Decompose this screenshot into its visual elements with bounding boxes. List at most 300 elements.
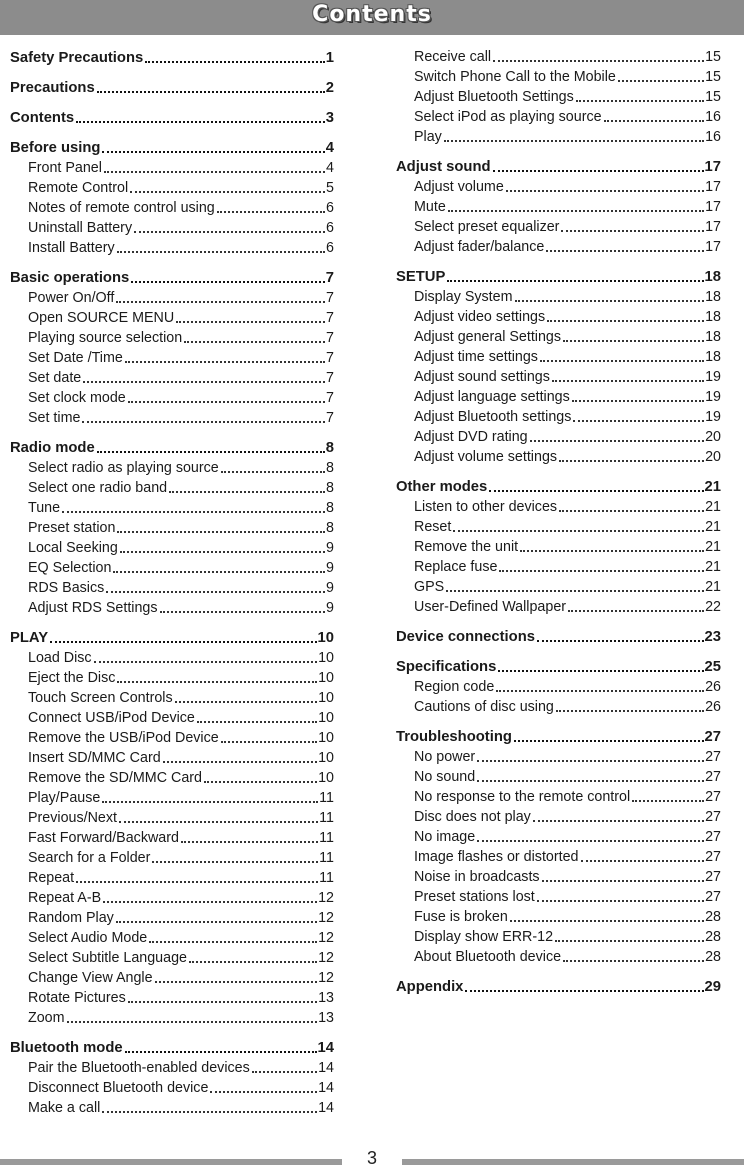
toc-entry-page: 27 [705, 869, 721, 885]
toc-entry[interactable] [396, 537, 721, 557]
toc-entry-title: Display show ERR-12 [414, 929, 554, 945]
toc-entry-page: 18 [705, 329, 721, 345]
dot-leader [76, 120, 325, 123]
toc-section [396, 47, 721, 147]
toc-entry-title: No image [414, 829, 476, 845]
header-bar [0, 0, 744, 35]
dot-leader [221, 470, 325, 473]
toc-entry[interactable] [10, 578, 334, 598]
toc-entry-title: Display System [414, 289, 513, 305]
toc-entry-title: Listen to other devices [414, 499, 558, 515]
toc-entry-page: 2 [325, 80, 334, 96]
toc-entry[interactable] [396, 87, 721, 107]
toc-entry[interactable] [10, 178, 334, 198]
toc-entry-page: 21 [705, 519, 721, 535]
toc-entry-page: 27 [705, 769, 721, 785]
toc-entry[interactable] [10, 868, 334, 888]
dot-leader [189, 960, 317, 963]
toc-entry[interactable] [396, 517, 721, 537]
toc-entry-title: Local Seeking [28, 540, 118, 556]
toc-entry-title: Play [414, 129, 442, 145]
toc-entry[interactable] [396, 827, 721, 847]
toc-entry-page: 19 [705, 369, 721, 385]
dot-leader [552, 379, 704, 382]
dot-leader [117, 680, 317, 683]
toc-entry-page: 26 [705, 699, 721, 715]
dot-leader [604, 119, 705, 122]
toc-section-heading[interactable] [10, 137, 334, 158]
dot-leader [477, 779, 704, 782]
toc-section-heading[interactable] [396, 476, 721, 497]
toc-section-heading[interactable] [396, 156, 721, 177]
toc-entry[interactable] [396, 557, 721, 577]
dot-leader [97, 450, 325, 453]
toc-section [396, 626, 721, 647]
toc-section [10, 437, 334, 618]
toc-entry-page: 11 [319, 870, 334, 886]
toc-entry-page: 11 [319, 790, 334, 806]
toc-entry-page: 10 [317, 630, 334, 646]
toc-entry[interactable] [10, 368, 334, 388]
toc-entry-page: 21 [704, 479, 721, 495]
toc-entry[interactable] [396, 907, 721, 927]
toc-entry[interactable] [10, 538, 334, 558]
toc-entry-page: 26 [705, 679, 721, 695]
toc-entry[interactable] [10, 458, 334, 478]
dot-leader [542, 879, 705, 882]
toc-entry[interactable] [10, 158, 334, 178]
toc-entry[interactable] [396, 887, 721, 907]
toc-entry-page: 5 [326, 180, 334, 196]
toc-section-heading[interactable] [10, 627, 334, 648]
dot-leader [561, 229, 704, 232]
dot-leader [145, 60, 325, 63]
toc-entry-page: 12 [318, 910, 334, 926]
toc-entry-title: Select iPod as playing source [414, 109, 602, 125]
dot-leader [514, 739, 704, 742]
toc-entry-title: Device connections [396, 629, 535, 645]
toc-entry[interactable] [396, 497, 721, 517]
toc-entry-title: Touch Screen Controls [28, 690, 173, 706]
toc-entry-title: PLAY [10, 630, 49, 646]
toc-entry-title: Remote Control [28, 180, 129, 196]
toc-entry-page: 27 [705, 829, 721, 845]
dot-leader [149, 940, 317, 943]
toc-entry[interactable] [10, 788, 334, 808]
toc-entry-title: Adjust Bluetooth Settings [414, 89, 574, 105]
toc-entry[interactable] [10, 808, 334, 828]
toc-section [396, 266, 721, 467]
toc-entry-page: 17 [704, 159, 721, 175]
dot-leader [446, 589, 704, 592]
toc-entry-title: Cautions of disc using [414, 699, 554, 715]
toc-entry-page: 22 [705, 599, 721, 615]
toc-entry-title: Adjust volume settings [414, 449, 558, 465]
toc-entry-page: 9 [326, 560, 334, 576]
toc-entry[interactable] [396, 867, 721, 887]
toc-entry[interactable] [10, 728, 334, 748]
toc-entry-title: Adjust time settings [414, 349, 538, 365]
toc-section-heading[interactable] [396, 976, 721, 997]
toc-entry-title: EQ Selection [28, 560, 112, 576]
toc-entry[interactable] [396, 697, 721, 717]
toc-entry-page: 17 [705, 199, 721, 215]
toc-section [396, 156, 721, 257]
toc-entry-title: Basic operations [10, 270, 130, 286]
toc-entry-title: Remove the SD/MMC Card [28, 770, 202, 786]
dot-leader [555, 939, 704, 942]
toc-entry-title: Front Panel [28, 160, 102, 176]
toc-entry-title: Contents [10, 110, 75, 126]
dot-leader [103, 900, 317, 903]
toc-entry[interactable] [396, 947, 721, 967]
toc-entry-page: 10 [318, 730, 334, 746]
toc-entry-page: 11 [319, 850, 334, 866]
toc-entry-title: Precautions [10, 80, 95, 96]
dot-leader [496, 689, 704, 692]
toc-entry[interactable] [10, 848, 334, 868]
toc-entry[interactable] [396, 367, 721, 387]
dot-leader [537, 899, 704, 902]
dot-leader [568, 609, 704, 612]
toc-section-heading[interactable] [396, 626, 721, 647]
toc-entry-page: 10 [318, 690, 334, 706]
dot-leader [125, 360, 325, 363]
toc-entry-title: Set date [28, 370, 82, 386]
toc-entry[interactable] [10, 908, 334, 928]
dot-leader [547, 319, 704, 322]
toc-entry-page: 8 [326, 500, 334, 516]
toc-entry-title: Pair the Bluetooth-enabled devices [28, 1060, 250, 1076]
toc-entry-title: Preset stations lost [414, 889, 535, 905]
dot-leader [618, 79, 704, 82]
dot-leader [477, 839, 704, 842]
page-number: 3 [366, 1148, 377, 1168]
toc-left-column [10, 47, 334, 1127]
toc-entry-title: Tune [28, 500, 61, 516]
toc-section [10, 627, 334, 1028]
toc-entry-page: 18 [704, 269, 721, 285]
toc-entry-page: 3 [325, 110, 334, 126]
toc-section-heading[interactable] [10, 107, 334, 128]
toc-entry-page: 21 [705, 559, 721, 575]
dot-leader [181, 840, 318, 843]
toc-entry-title: Set time [28, 410, 81, 426]
toc-entry[interactable] [396, 237, 721, 257]
toc-entry-page: 8 [326, 520, 334, 536]
toc-entry[interactable] [10, 648, 334, 668]
toc-entry-title: Select one radio band [28, 480, 168, 496]
dot-leader [76, 880, 318, 883]
toc-entry-page: 15 [705, 69, 721, 85]
toc-entry-page: 18 [705, 289, 721, 305]
toc-entry-page: 1 [325, 50, 334, 66]
dot-leader [556, 709, 704, 712]
toc-entry-title: Mute [414, 199, 446, 215]
dot-leader [563, 339, 704, 342]
toc-entry-page: 8 [325, 440, 334, 456]
toc-entry-title: Adjust video settings [414, 309, 546, 325]
dot-leader [493, 59, 704, 62]
toc-entry-page: 14 [317, 1040, 334, 1056]
toc-entry[interactable] [10, 768, 334, 788]
toc-entry-title: Notes of remote control using [28, 200, 215, 216]
dot-leader [493, 169, 704, 172]
dot-leader [520, 549, 704, 552]
toc-entry-page: 17 [705, 239, 721, 255]
dot-leader [106, 590, 325, 593]
toc-entry[interactable] [10, 238, 334, 258]
toc-section-heading[interactable] [396, 726, 721, 747]
toc-entry-title: Switch Phone Call to the Mobile [414, 69, 616, 85]
toc-entry-page: 7 [326, 370, 334, 386]
toc-entry[interactable] [10, 478, 334, 498]
dot-leader [62, 510, 325, 513]
toc-entry[interactable] [10, 708, 334, 728]
toc-entry-title: Image flashes or distorted [414, 849, 579, 865]
toc-entry-page: 27 [705, 789, 721, 805]
toc-entry[interactable] [10, 828, 334, 848]
toc-entry[interactable] [10, 348, 334, 368]
toc-entry[interactable] [10, 1078, 334, 1098]
toc-entry-title: Adjust DVD rating [414, 429, 528, 445]
toc-entry-title: Install Battery [28, 240, 115, 256]
toc-section-heading[interactable] [10, 267, 334, 288]
toc-entry-page: 10 [318, 770, 334, 786]
toc-entry-page: 4 [326, 160, 334, 176]
toc-entry[interactable] [396, 447, 721, 467]
toc-entry[interactable] [10, 1058, 334, 1078]
toc-entry-page: 28 [705, 929, 721, 945]
dot-leader [515, 299, 705, 302]
toc-entry-title: Appendix [396, 979, 464, 995]
toc-entry[interactable] [10, 968, 334, 988]
toc-entry-page: 16 [705, 109, 721, 125]
toc-entry[interactable] [10, 688, 334, 708]
toc-entry[interactable] [10, 598, 334, 618]
toc-section-heading[interactable] [10, 1037, 334, 1058]
dot-leader [169, 490, 325, 493]
toc-entry-page: 15 [705, 89, 721, 105]
toc-entry[interactable] [396, 67, 721, 87]
toc-entry[interactable] [396, 387, 721, 407]
toc-entry-title: No power [414, 749, 476, 765]
toc-entry-page: 10 [318, 650, 334, 666]
toc-entry-title: GPS [414, 579, 445, 595]
toc-entry-page: 6 [326, 200, 334, 216]
toc-entry-page: 27 [705, 809, 721, 825]
dot-leader [160, 610, 326, 613]
toc-entry[interactable] [396, 217, 721, 237]
toc-entry[interactable] [396, 677, 721, 697]
toc-entry[interactable] [396, 287, 721, 307]
toc-entry-page: 28 [705, 909, 721, 925]
toc-entry-title: Fast Forward/Backward [28, 830, 179, 846]
dot-leader [116, 300, 325, 303]
toc-entry-page: 7 [326, 350, 334, 366]
toc-entry[interactable] [10, 948, 334, 968]
toc-entry-page: 19 [705, 389, 721, 405]
toc-entry-page: 7 [326, 290, 334, 306]
toc-entry-page: 29 [704, 979, 721, 995]
dot-leader [563, 959, 704, 962]
dot-leader [559, 459, 704, 462]
toc-entry-title: Adjust Bluetooth settings [414, 409, 572, 425]
toc-entry-page: 9 [326, 600, 334, 616]
toc-entry[interactable] [10, 888, 334, 908]
toc-entry-page: 6 [326, 220, 334, 236]
toc-entry[interactable] [10, 1008, 334, 1028]
toc-entry-title: Receive call [414, 49, 492, 65]
toc-entry-title: Adjust fader/balance [414, 239, 545, 255]
toc-entry-page: 6 [326, 240, 334, 256]
dot-leader [175, 700, 317, 703]
footer-rule-right [402, 1159, 744, 1165]
toc-entry[interactable] [10, 748, 334, 768]
toc-entry[interactable] [396, 807, 721, 827]
toc-entry[interactable] [10, 988, 334, 1008]
dot-leader [204, 780, 317, 783]
toc-entry[interactable] [10, 498, 334, 518]
dot-leader [559, 509, 704, 512]
dot-leader [113, 570, 325, 573]
toc-entry-title: Set Date /Time [28, 350, 123, 366]
toc-entry-page: 8 [326, 460, 334, 476]
toc-entry-title: Insert SD/MMC Card [28, 750, 161, 766]
toc-entry-title: Uninstall Battery [28, 220, 133, 236]
toc-entry[interactable] [396, 347, 721, 367]
toc-entry-title: Noise in broadcasts [414, 869, 540, 885]
toc-entry[interactable] [10, 308, 334, 328]
dot-leader [632, 799, 704, 802]
toc-entry-title: Make a call [28, 1100, 101, 1116]
toc-section-heading[interactable] [396, 266, 721, 287]
dot-leader [102, 800, 318, 803]
toc-entry-title: Select Subtitle Language [28, 950, 187, 966]
toc-entry[interactable] [10, 328, 334, 348]
toc-entry[interactable] [396, 307, 721, 327]
dot-leader [444, 139, 704, 142]
dot-leader [530, 439, 704, 442]
toc-entry[interactable] [10, 388, 334, 408]
toc-entry[interactable] [396, 197, 721, 217]
dot-leader [499, 569, 704, 572]
toc-entry[interactable] [10, 518, 334, 538]
dot-leader [210, 1090, 317, 1093]
toc-entry-title: Repeat A-B [28, 890, 102, 906]
toc-section [10, 1037, 334, 1118]
toc-entry[interactable] [10, 408, 334, 428]
toc-entry-page: 14 [318, 1060, 334, 1076]
toc-entry-page: 9 [326, 580, 334, 596]
toc-entry-page: 27 [705, 749, 721, 765]
toc-entry[interactable] [396, 177, 721, 197]
dot-leader [131, 280, 325, 283]
dot-leader [50, 640, 316, 643]
toc-entry-page: 14 [318, 1100, 334, 1116]
toc-section-heading[interactable] [396, 656, 721, 677]
toc-entry[interactable] [396, 327, 721, 347]
toc-entry-title: Remove the unit [414, 539, 519, 555]
toc-entry[interactable] [10, 288, 334, 308]
dot-leader [537, 639, 704, 642]
dot-leader [498, 669, 703, 672]
dot-leader [581, 859, 705, 862]
toc-entry[interactable] [10, 668, 334, 688]
toc-entry-page: 27 [705, 889, 721, 905]
dot-leader [221, 740, 317, 743]
toc-entry-title: Safety Precautions [10, 50, 144, 66]
toc-entry-page: 7 [325, 270, 334, 286]
toc-section [10, 77, 334, 98]
toc-entry[interactable] [396, 767, 721, 787]
toc-entry[interactable] [10, 218, 334, 238]
dot-leader [477, 759, 704, 762]
toc-entry[interactable] [10, 198, 334, 218]
dot-leader [197, 720, 317, 723]
toc-entry-title: Other modes [396, 479, 488, 495]
dot-leader [252, 1070, 317, 1073]
toc-entry-title: Power On/Off [28, 290, 115, 306]
toc-entry-page: 21 [705, 579, 721, 595]
toc-entry-title: Disconnect Bluetooth device [28, 1080, 209, 1096]
toc-entry-title: Load Disc [28, 650, 92, 666]
toc-entry[interactable] [396, 407, 721, 427]
toc-entry-title: SETUP [396, 269, 446, 285]
toc-entry-page: 8 [326, 480, 334, 496]
toc-entry-page: 28 [705, 949, 721, 965]
toc-entry[interactable] [396, 847, 721, 867]
toc-entry-title: Before using [10, 140, 101, 156]
toc-entry-title: Preset station [28, 520, 116, 536]
toc-entry[interactable] [396, 47, 721, 67]
toc-entry-title: Adjust sound settings [414, 369, 550, 385]
toc-entry[interactable] [396, 427, 721, 447]
toc-entry-title: Replace fuse [414, 559, 498, 575]
toc-section [10, 267, 334, 428]
toc-section [10, 107, 334, 128]
toc-entry[interactable] [396, 107, 721, 127]
dot-leader [152, 860, 318, 863]
toc-entry[interactable] [396, 787, 721, 807]
dot-leader [67, 1020, 318, 1023]
dot-leader [102, 1110, 317, 1113]
toc-entry-page: 20 [705, 429, 721, 445]
toc-entry[interactable] [10, 1098, 334, 1118]
dot-leader [447, 279, 703, 282]
toc-entry-page: 11 [319, 810, 334, 826]
toc-entry[interactable] [10, 928, 334, 948]
toc-entry[interactable] [396, 927, 721, 947]
toc-section-heading[interactable] [10, 77, 334, 98]
toc-entry-title: Zoom [28, 1010, 65, 1026]
toc-entry-title: Adjust RDS Settings [28, 600, 158, 616]
toc-entry[interactable] [396, 577, 721, 597]
toc-entry[interactable] [396, 597, 721, 617]
toc-entry[interactable] [396, 127, 721, 147]
toc-entry-title: Search for a Folder [28, 850, 151, 866]
toc-entry-page: 16 [705, 129, 721, 145]
toc-section-heading[interactable] [10, 47, 334, 68]
toc-entry[interactable] [10, 558, 334, 578]
toc-entry-page: 9 [326, 540, 334, 556]
toc-entry-title: Repeat [28, 870, 75, 886]
toc-entry[interactable] [396, 747, 721, 767]
dot-leader [128, 1000, 317, 1003]
toc-section-heading[interactable] [10, 437, 334, 458]
dot-leader [134, 230, 325, 233]
toc-entry-title: User-Defined Wallpaper [414, 599, 567, 615]
